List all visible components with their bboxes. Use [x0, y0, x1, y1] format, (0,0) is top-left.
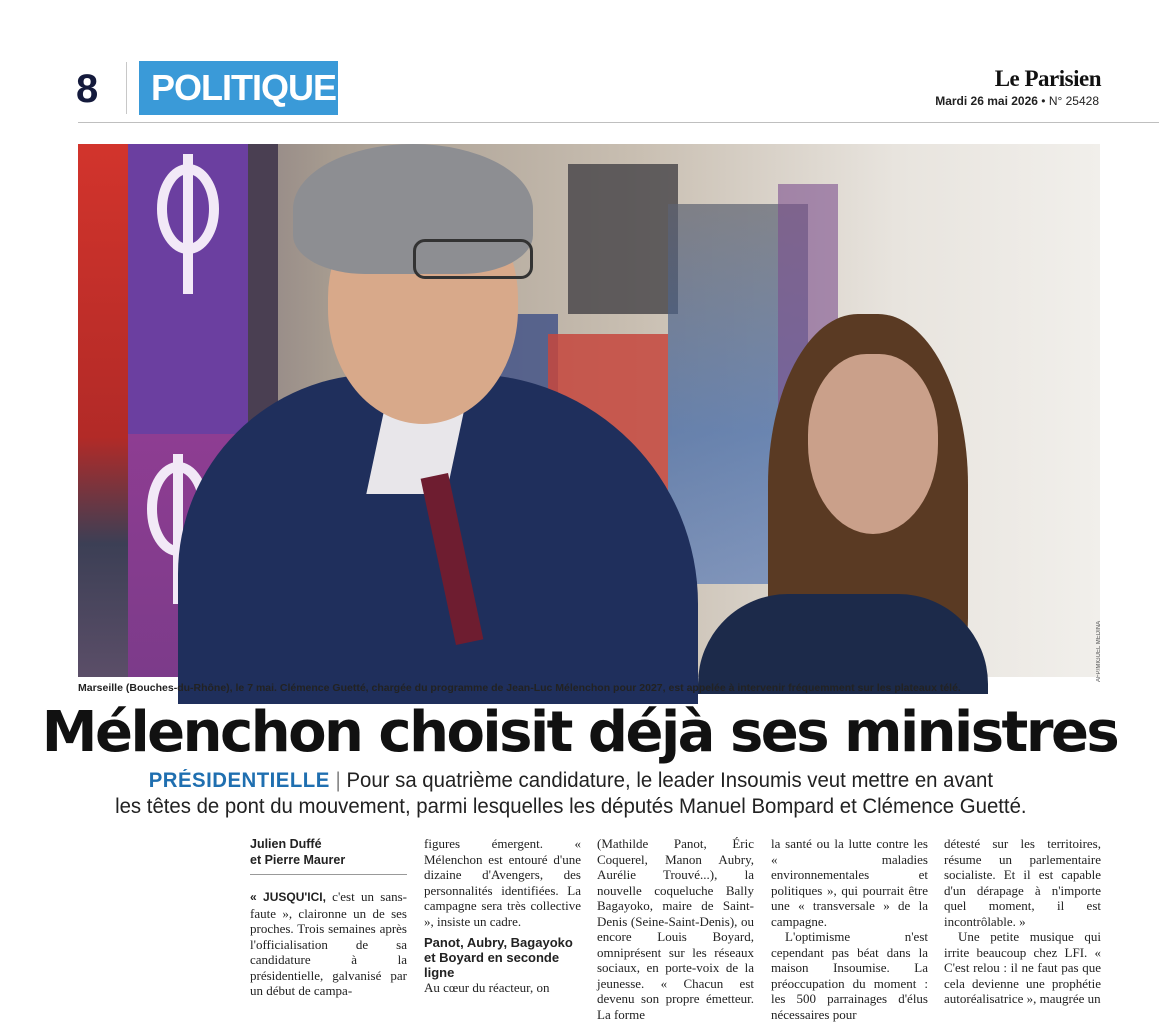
- column-4-text: la santé ou la lutte contre les « maladies environnementales et politiques », qui pourrait être une « transversale » de la campagne.: [771, 836, 928, 929]
- standfirst: [0, 768, 1142, 820]
- article-column-5: [944, 836, 1101, 1006]
- lead-in: « JUSQU'ICI,: [250, 890, 326, 904]
- article-column-3: [597, 836, 754, 1022]
- column-1-body: c'est un sans-faute », claironne un de ses proches. Trois semaines après l'officialisation de sa candidature à la présidentielle, galvanisé par un début de campa-: [250, 889, 407, 998]
- standfirst-text-1: Pour sa quatrième candidature, le leader Insoumis veut mettre en avant: [346, 769, 993, 792]
- article-column-1: [250, 836, 407, 998]
- header-separator: [126, 62, 127, 114]
- column-2-text: figures émergent. « Mélenchon est entouré d'une dizaine d'Avengers, des personnalités identifiées. La campagne sera très collective », insiste un cadre.: [424, 836, 581, 929]
- newspaper-logo: Le Parisien: [994, 66, 1101, 91]
- header-rule: [78, 122, 1159, 123]
- woman-face: [808, 354, 938, 534]
- column-4-text-2: L'optimisme n'est cependant pas béat dans la maison Insoumise. La préoccupation du moment : les 500 parrainages d'élus nécessaires pour: [771, 929, 928, 1022]
- poster-dark: [568, 164, 678, 314]
- page-number: 8: [76, 67, 99, 111]
- kicker-separator: |: [335, 769, 341, 792]
- man-glasses: [413, 239, 533, 279]
- issue-separator: •: [1041, 94, 1046, 108]
- article-column-4: [771, 836, 928, 1022]
- section-rubric: POLITIQUE: [139, 61, 338, 115]
- issue-date: Mardi 26 mai 2026: [935, 94, 1038, 108]
- photo-credit: AFP/MIGUEL MEDINA: [1096, 620, 1102, 682]
- phi-logo-icon: [148, 154, 228, 294]
- byline-rule: [250, 874, 407, 875]
- standfirst-line-2: les têtes de pont du mouvement, parmi lesquelles les députés Manuel Bompard et Clémence Guetté.: [115, 795, 1027, 818]
- column-1-text: [250, 889, 407, 999]
- photo-caption: Marseille (Bouches-du-Rhône), le 7 mai. Clémence Guetté, chargée du programme de Jean-Luc Mélenchon pour 2027, est appelée à intervenir fréquemment sur les plateaux télé.: [78, 682, 961, 694]
- column-5-text-2: Une petite musique qui irrite beaucoup chez LFI. « C'est relou : il ne faut pas que cela devienne une prophétie autoréalisatrice », maugrée un: [944, 929, 1101, 1006]
- kicker: PRÉSIDENTIELLE: [148, 769, 330, 792]
- lead-photo: [78, 144, 1100, 677]
- byline-author-2: et Pierre Maurer: [250, 853, 346, 867]
- issue-number: N° 25428: [1048, 94, 1099, 108]
- column-2-subhead: Panot, Aubry, Bagayoko et Boyard en seconde ligne: [424, 935, 573, 980]
- dateline: [935, 94, 1099, 108]
- column-3-text: (Mathilde Panot, Éric Coquerel, Manon Aubry, Aurélie Trouvé...), la nouvelle coqueluche Bally Bagayoko, maire de Saint-Denis (Seine-Saint-Denis), ou encore Louis Boyard, omniprésent sur les réseaux sociaux, en porte-voix de la jeunesse. « Chacun est devenu son propre émetteur. La forme: [597, 836, 754, 1022]
- column-5-text: détesté sur les territoires, résume un parlementaire socialiste. Et il est capable d'un dérapage à n'importe quel moment, il est incontrôlable. »: [944, 836, 1101, 929]
- article-column-2: [424, 836, 581, 995]
- woman-jacket: [698, 594, 988, 694]
- standfirst-line-1: [0, 768, 1142, 794]
- poster-red-1: [78, 144, 130, 677]
- byline-author-1: Julien Duffé: [250, 837, 322, 851]
- article-headline: Mélenchon choisit déjà ses ministres: [41, 700, 1118, 765]
- column-2-text-2: Au cœur du réacteur, on: [424, 980, 550, 995]
